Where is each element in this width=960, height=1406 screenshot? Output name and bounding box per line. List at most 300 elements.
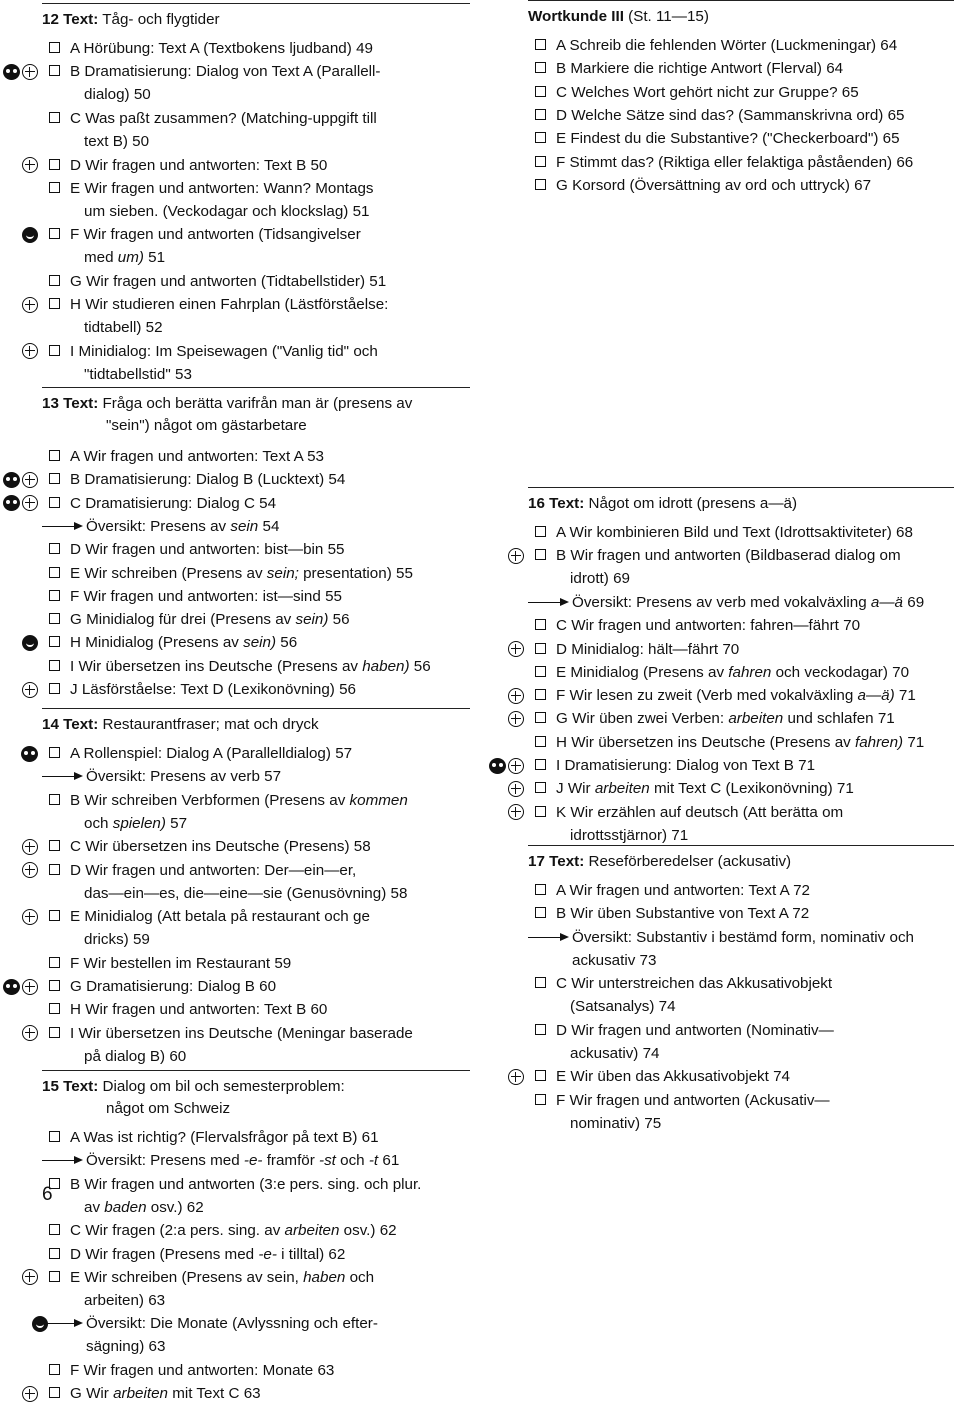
item-line: C Was paßt zusammen? (Matching-uppgift till [70, 109, 377, 127]
cassette-icon [3, 979, 20, 995]
section-heading [528, 6, 954, 28]
checkbox[interactable] [49, 957, 60, 968]
item-text [70, 293, 470, 339]
plus-circle-icon [508, 804, 524, 820]
plus-circle-icon [508, 711, 524, 727]
section-number: 17 [528, 853, 550, 870]
item-text [556, 1089, 954, 1135]
activity-markers [21, 742, 38, 765]
exercise-item[interactable] [528, 731, 954, 754]
item-text [70, 1382, 470, 1405]
exercise-item[interactable] [528, 174, 954, 197]
activity-markers [22, 631, 38, 654]
exercise-item[interactable] [528, 57, 954, 80]
section-title: (St. 11—15) [623, 8, 709, 25]
item-text [70, 789, 470, 835]
checkbox[interactable] [535, 736, 546, 747]
plus-circle-icon [508, 688, 524, 704]
exercise-item[interactable] [42, 562, 470, 585]
section-label: Text: [63, 11, 99, 28]
item-line: F Wir fragen und antworten (Ackusativ— [556, 1091, 830, 1109]
section-label: Text: [63, 1078, 99, 1095]
activity-markers [508, 684, 524, 707]
arrow-right-icon [42, 515, 84, 538]
checkbox[interactable] [49, 228, 60, 239]
exercise-item[interactable] [528, 151, 954, 174]
cassette-icon [3, 64, 20, 80]
item-text [556, 34, 954, 57]
cassette-icon [3, 495, 20, 511]
exercise-item[interactable] [42, 631, 470, 654]
activity-markers [22, 905, 38, 928]
checkbox[interactable] [535, 712, 546, 723]
section-number: 13 [42, 395, 64, 412]
checkbox[interactable] [535, 689, 546, 700]
exercise-item[interactable] [528, 521, 954, 544]
exercise-item[interactable] [528, 1065, 954, 1088]
item-line: G Dramatisierung: Dialog B 60 [70, 978, 277, 995]
arrow-right-icon [528, 926, 570, 949]
arrow-right-icon [42, 1312, 84, 1335]
item-line: J Wir arbeiten mit Text C (Lexikonövning) 71 [556, 780, 854, 798]
exercise-item[interactable] [528, 104, 954, 127]
item-line: G Wir üben zwei Verben: arbeiten und schlafen 71 [556, 710, 895, 728]
checkbox[interactable] [535, 132, 546, 143]
item-text [556, 151, 954, 174]
exercise-item[interactable] [42, 789, 470, 836]
checkbox[interactable] [49, 1224, 60, 1235]
activity-markers [22, 223, 38, 246]
section-divider [42, 3, 470, 4]
exercise-item[interactable] [42, 270, 470, 293]
checkbox[interactable] [535, 156, 546, 167]
item-line: A Hörübung: Text A (Textbokens ljudband) 49 [70, 40, 373, 57]
item-line: dricks) 59 [84, 931, 150, 949]
checkbox[interactable] [49, 636, 60, 647]
activity-markers [489, 754, 524, 777]
exercise-item[interactable] [528, 684, 954, 707]
exercise-item[interactable] [42, 1022, 470, 1069]
item-line: F Wir fragen und antworten: ist—sind 55 [70, 587, 342, 605]
activity-markers [22, 154, 38, 177]
checkbox[interactable] [49, 112, 60, 123]
item-line: J Läsförståelse: Text D (Lexikonövning) 56 [70, 681, 356, 698]
exercise-item[interactable] [42, 1173, 470, 1220]
checkbox[interactable] [49, 683, 60, 694]
section-label: Text: [549, 495, 585, 512]
exercise-item[interactable] [42, 835, 470, 858]
checkbox[interactable] [535, 109, 546, 120]
plus-circle-icon [508, 548, 524, 564]
item-line: B Dramatisierung: Dialog B (Lucktext) 54 [70, 471, 346, 489]
item-line: E Minidialog (Att betala på restaurant och ge [70, 908, 370, 926]
item-line: på dialog B) 60 [84, 1047, 187, 1065]
item-line: C Wir fragen und antworten: fahren—fährt 70 [556, 617, 861, 635]
activity-markers [22, 678, 38, 701]
item-text [70, 37, 470, 60]
item-text [556, 801, 954, 847]
item-line: A Wir kombinieren Bild und Text (Idrottsaktiviteter) 68 [556, 524, 913, 541]
plus-circle-icon [22, 979, 38, 995]
checkbox[interactable] [49, 1248, 60, 1259]
checkbox[interactable] [535, 1070, 546, 1081]
checkbox[interactable] [49, 980, 60, 991]
exercise-item[interactable] [528, 1089, 954, 1136]
item-line: Översikt: Presens med -e- framför -st och -t 61 [86, 1152, 400, 1170]
section-label: Wortkunde III [528, 8, 624, 25]
section-number: 14 [42, 716, 64, 733]
checkbox[interactable] [535, 759, 546, 770]
activity-markers [508, 801, 524, 824]
item-line: H Wir fragen und antworten: Text B 60 [70, 1001, 328, 1019]
item-text [556, 614, 954, 637]
item-line: I Minidialog: Im Speisewagen ("Vanlig tid" och [70, 342, 378, 360]
checkbox[interactable] [535, 666, 546, 677]
item-line: H Minidialog (Presens av sein) 56 [70, 634, 298, 652]
item-line: och spielen) 57 [84, 814, 188, 832]
section-divider [528, 0, 954, 1]
plus-circle-icon [22, 682, 38, 698]
checkbox[interactable] [535, 526, 546, 537]
exercise-item[interactable] [42, 37, 470, 60]
item-line: med um) 51 [84, 249, 166, 267]
item-text [70, 1022, 470, 1068]
item-text [556, 104, 954, 127]
checkbox[interactable] [535, 977, 546, 988]
item-line: C Dramatisierung: Dialog C 54 [70, 494, 277, 512]
exercise-item[interactable] [528, 1019, 954, 1066]
plus-circle-icon [22, 472, 38, 488]
checkbox[interactable] [49, 275, 60, 286]
exercise-item[interactable] [42, 998, 470, 1021]
item-line: E Wir schreiben (Presens av sein; presentation) 55 [70, 564, 413, 582]
checkbox[interactable] [535, 884, 546, 895]
exercise-item[interactable] [528, 707, 954, 730]
checkbox[interactable] [49, 1131, 60, 1142]
exercise-item[interactable] [42, 445, 470, 468]
item-line: C Wir unterstreichen das Akkusativobjekt [556, 975, 833, 993]
cassette-icon [3, 472, 20, 488]
checkbox[interactable] [49, 590, 60, 601]
item-line: Översikt: Die Monate (Avlyssning och efter- [86, 1315, 378, 1333]
item-line: B Markiere die richtige Antwort (Flerval) 64 [556, 60, 844, 78]
section-heading [528, 493, 954, 515]
item-text [70, 998, 470, 1021]
section-heading [528, 851, 954, 873]
section-label: Text: [63, 395, 99, 412]
checkbox[interactable] [49, 473, 60, 484]
checkbox[interactable] [49, 1271, 60, 1282]
plus-circle-icon [508, 758, 524, 774]
checkbox[interactable] [49, 159, 60, 170]
item-line: Översikt: Substantiv i bestämd form, nominativ och [572, 928, 914, 946]
item-text [556, 661, 954, 684]
exercise-item[interactable] [528, 777, 954, 800]
item-line: B Wir fragen und antworten (3:e pers. sing. och plur. [70, 1175, 422, 1193]
checkbox[interactable] [535, 62, 546, 73]
section-number: 15 [42, 1078, 64, 1095]
item-line: H Wir übersetzen ins Deutsche (Presens av fahren) 71 [556, 733, 925, 751]
exercise-item[interactable] [42, 60, 470, 107]
exercise-item[interactable] [42, 608, 470, 631]
checkbox[interactable] [535, 39, 546, 50]
overview-entry [528, 591, 954, 614]
item-text [70, 60, 470, 106]
checkbox[interactable] [49, 1003, 60, 1014]
item-line: C Wir fragen (2:a pers. sing. av arbeiten osv.) 62 [70, 1222, 397, 1240]
item-line: D Wir fragen (Presens med -e- i tilltal) 62 [70, 1245, 346, 1263]
checkbox[interactable] [49, 543, 60, 554]
activity-markers [22, 859, 38, 882]
item-line: F Wir fragen und antworten: Monate 63 [70, 1362, 335, 1379]
checkbox[interactable] [49, 1387, 60, 1398]
exercise-item[interactable] [42, 678, 470, 701]
plus-circle-icon [22, 909, 38, 925]
exercise-item[interactable] [42, 1359, 470, 1382]
section-title: Fråga och berätta varifrån man är (presens av [98, 395, 413, 412]
overview-entry [42, 1149, 470, 1172]
cassette-icon [489, 758, 506, 774]
checkbox[interactable] [49, 613, 60, 624]
exercise-item[interactable] [42, 468, 470, 491]
item-line: D Wir fragen und antworten: bist—bin 55 [70, 541, 345, 559]
item-text [70, 445, 470, 468]
item-line: K Wir erzählen auf deutsch (Att berätta om [556, 803, 844, 821]
item-line: A Wir fragen und antworten: Text A 53 [70, 448, 324, 465]
item-line: av baden osv.) 62 [84, 1198, 204, 1216]
item-line: E Minidialog (Presens av fahren och veckodagar) 70 [556, 663, 910, 681]
exercise-item[interactable] [42, 293, 470, 340]
exercise-item[interactable] [528, 972, 954, 1019]
plus-circle-icon [22, 64, 38, 80]
exercise-item[interactable] [42, 1219, 470, 1242]
item-line: "tidtabellstid" 53 [84, 365, 192, 383]
item-line: C Wir übersetzen ins Deutsche (Presens) 58 [70, 838, 371, 856]
exercise-item[interactable] [42, 1382, 470, 1405]
arrow-right-icon [42, 1149, 84, 1172]
item-text [42, 1149, 470, 1172]
item-line: idrott) 69 [570, 570, 630, 588]
item-text [70, 859, 470, 905]
exercise-item[interactable] [528, 638, 954, 661]
exercise-item[interactable] [528, 614, 954, 637]
section-title: Tåg- och flygtider [98, 11, 220, 28]
overview-entry [42, 765, 470, 788]
activity-markers [22, 1382, 38, 1405]
activity-markers [22, 293, 38, 316]
plus-circle-icon [22, 839, 38, 855]
checkbox[interactable] [535, 643, 546, 654]
checkbox[interactable] [535, 179, 546, 190]
item-line: A Rollenspiel: Dialog A (Parallelldialog) 57 [70, 745, 353, 762]
exercise-item[interactable] [42, 1243, 470, 1266]
item-line: B Wir schreiben Verbformen (Presens av kommen [70, 791, 408, 809]
item-line: dialog) 50 [84, 86, 151, 104]
item-text [70, 223, 470, 269]
section-title: Restaurantfraser; mat och dryck [98, 716, 319, 733]
exercise-item[interactable] [42, 859, 470, 906]
section-divider [42, 708, 470, 709]
item-text [70, 835, 470, 858]
exercise-item[interactable] [42, 905, 470, 952]
section-subtitle: "sein") något om gästarbetare [106, 417, 307, 434]
plus-circle-icon [22, 495, 38, 511]
checkbox[interactable] [49, 42, 60, 53]
exercise-item[interactable] [42, 223, 470, 270]
item-text [556, 638, 954, 661]
item-text [556, 707, 954, 730]
item-line: text B) 50 [84, 132, 150, 150]
exercise-item[interactable] [42, 975, 470, 998]
item-line: F Wir bestellen im Restaurant 59 [70, 954, 292, 972]
exercise-item[interactable] [42, 340, 470, 387]
exercise-item[interactable] [42, 655, 470, 678]
item-line: B Dramatisierung: Dialog von Text A (Parallell- [70, 63, 381, 81]
item-line: um sieben. (Veckodagar och klockslag) 51 [84, 202, 370, 220]
checkbox[interactable] [535, 907, 546, 918]
exercise-item[interactable] [528, 754, 954, 777]
item-line: C Welches Wort gehört nicht zur Gruppe? 65 [556, 83, 859, 101]
exercise-item[interactable] [42, 107, 470, 154]
checkbox[interactable] [535, 782, 546, 793]
plus-circle-icon [22, 1386, 38, 1402]
exercise-item[interactable] [528, 127, 954, 150]
checkbox[interactable] [49, 450, 60, 461]
checkbox[interactable] [49, 910, 60, 921]
plus-circle-icon [22, 862, 38, 878]
item-line: G Wir arbeiten mit Text C 63 [70, 1385, 261, 1403]
section-subtitle: något om Schweiz [106, 1100, 231, 1117]
checkbox[interactable] [49, 298, 60, 309]
section-heading [42, 1076, 470, 1120]
exercise-item[interactable] [42, 585, 470, 608]
checkbox[interactable] [49, 65, 60, 76]
checkbox[interactable] [49, 497, 60, 508]
checkbox[interactable] [49, 182, 60, 193]
item-text [42, 515, 470, 538]
section-divider [528, 845, 954, 846]
activity-markers [22, 340, 38, 363]
exercise-item[interactable] [42, 742, 470, 765]
activity-markers [3, 492, 38, 515]
checkbox[interactable] [49, 747, 60, 758]
item-text [528, 926, 954, 972]
plus-circle-icon [22, 1025, 38, 1041]
exercise-item[interactable] [42, 538, 470, 561]
section-heading [42, 393, 470, 437]
item-line: A Schreib die fehlenden Wörter (Luckmeningar) 64 [556, 37, 898, 54]
exercise-item[interactable] [528, 81, 954, 104]
section-divider [528, 487, 954, 488]
item-line: G Minidialog für drei (Presens av sein) 56 [70, 611, 350, 629]
section-number: 12 [42, 11, 64, 28]
checkbox[interactable] [535, 549, 546, 560]
item-text [556, 1065, 954, 1088]
listening-icon [22, 227, 38, 243]
item-text [70, 905, 470, 951]
checkbox[interactable] [535, 1094, 546, 1105]
item-text [556, 174, 954, 197]
item-text [556, 731, 954, 754]
exercise-item[interactable] [528, 661, 954, 684]
exercise-item[interactable] [528, 34, 954, 57]
checkbox[interactable] [49, 794, 60, 805]
item-text [70, 1126, 470, 1149]
item-text [556, 684, 954, 707]
item-line: E Wir fragen und antworten: Wann? Montags [70, 179, 374, 197]
checkbox[interactable] [535, 86, 546, 97]
checkbox[interactable] [535, 806, 546, 817]
checkbox[interactable] [49, 1027, 60, 1038]
plus-circle-icon [22, 1269, 38, 1285]
checkbox[interactable] [49, 864, 60, 875]
plus-circle-icon [508, 641, 524, 657]
checkbox[interactable] [49, 660, 60, 671]
page-number: 6 [42, 1184, 53, 1205]
item-text [556, 81, 954, 104]
item-text [556, 1019, 954, 1065]
item-text [70, 154, 470, 177]
exercise-item[interactable] [42, 154, 470, 177]
arrow-right-icon [528, 591, 570, 614]
section-title: Något om idrott (presens a—ä) [584, 495, 798, 512]
item-line: F Stimmt das? (Riktiga eller felaktiga påståenden) 66 [556, 153, 914, 171]
item-text [70, 270, 470, 293]
item-line: D Wir fragen und antworten (Nominativ— [556, 1021, 834, 1039]
item-line: idrottsstjärnor) 71 [570, 826, 689, 844]
item-line: D Wir fragen und antworten: Der—ein—er, [70, 861, 357, 879]
section-label: Text: [63, 716, 99, 733]
checkbox[interactable] [49, 840, 60, 851]
item-line: I Wir übersetzen ins Deutsche (Presens av haben) 56 [70, 657, 431, 675]
checkbox[interactable] [49, 567, 60, 578]
activity-markers [22, 1266, 38, 1289]
activity-markers [3, 60, 38, 83]
item-text [556, 544, 954, 590]
item-line: sägning) 63 [86, 1338, 166, 1356]
item-text [556, 902, 954, 925]
exercise-item[interactable] [42, 177, 470, 224]
exercise-item[interactable] [42, 492, 470, 515]
checkbox[interactable] [49, 345, 60, 356]
item-text [70, 631, 470, 654]
exercise-item[interactable] [42, 952, 470, 975]
item-line: G Korsord (Översättning av ord och uttryck) 67 [556, 176, 872, 194]
item-text [70, 340, 470, 386]
checkbox[interactable] [535, 619, 546, 630]
checkbox[interactable] [49, 1364, 60, 1375]
exercise-item[interactable] [528, 902, 954, 925]
exercise-item[interactable] [42, 1126, 470, 1149]
item-text [70, 678, 470, 701]
item-line: B Wir üben Substantive von Text A 72 [556, 905, 810, 923]
checkbox[interactable] [535, 1024, 546, 1035]
overview-entry [528, 926, 954, 973]
exercise-item[interactable] [42, 1266, 470, 1313]
item-line: F Wir fragen und antworten (Tidsangivelser [70, 226, 361, 244]
item-line: F Wir lesen zu zweit (Verb med vokalväxling a—ä) 71 [556, 687, 916, 705]
arrow-right-icon [42, 765, 84, 788]
exercise-item[interactable] [528, 544, 954, 591]
item-text [42, 1312, 470, 1358]
item-text [528, 591, 954, 614]
activity-markers [3, 975, 38, 998]
cassette-icon [21, 746, 38, 762]
activity-markers [22, 1022, 38, 1045]
item-text [70, 655, 470, 678]
exercise-item[interactable] [528, 801, 954, 848]
exercise-item[interactable] [528, 879, 954, 902]
